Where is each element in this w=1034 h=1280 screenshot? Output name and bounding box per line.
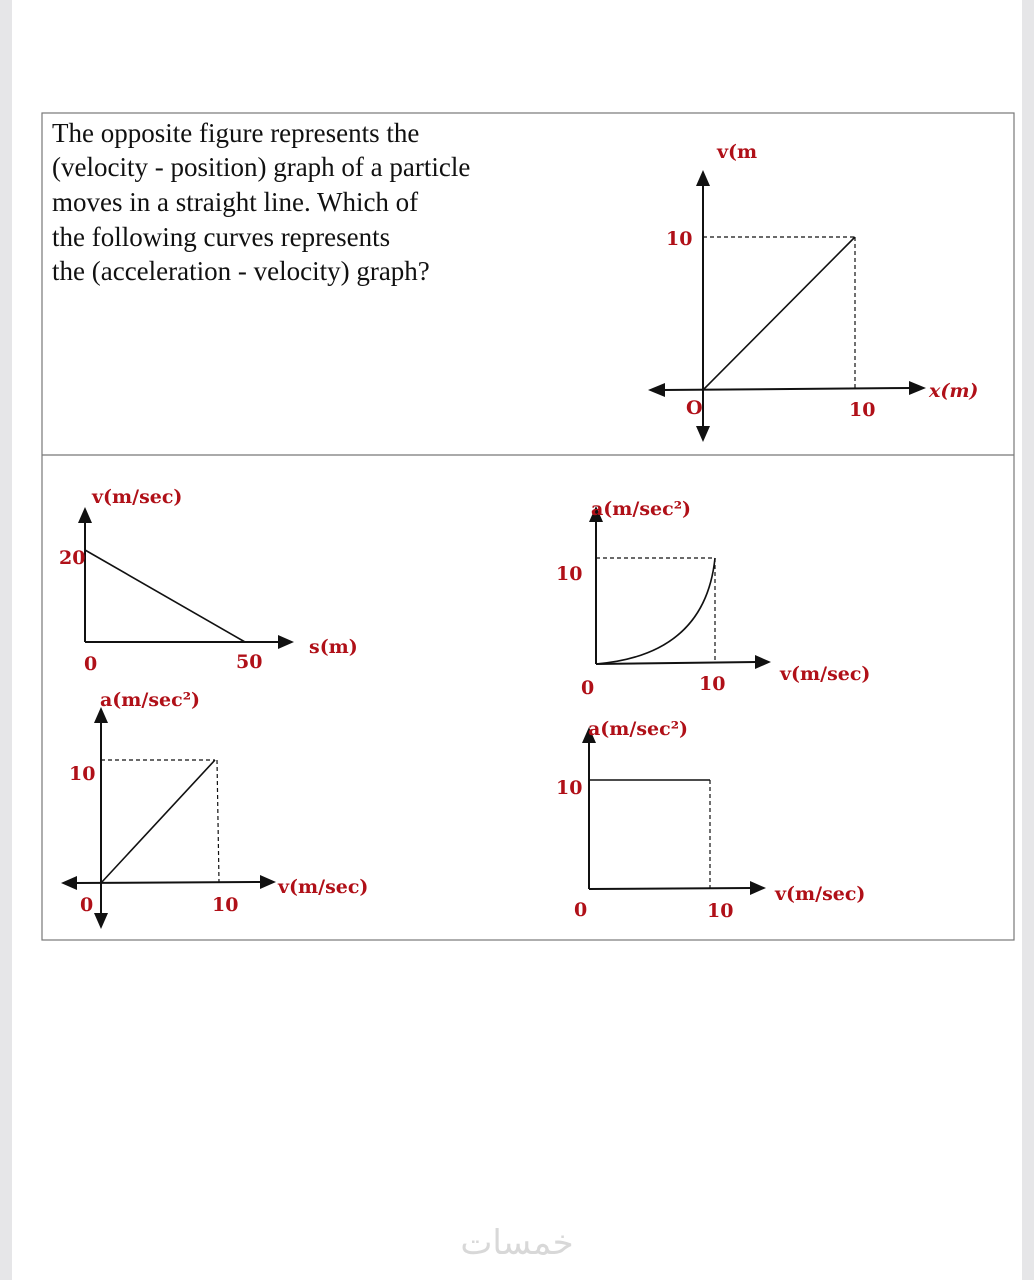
x-tick: 10: [849, 399, 876, 421]
option-a-graph: [59, 486, 358, 675]
x-axis-label: x(m): [929, 380, 979, 402]
x-axis-label: s(m): [309, 636, 358, 658]
y-axis-label: a(m/sec²): [588, 718, 689, 740]
velocity-position-graph: [648, 141, 978, 442]
arrow-up-icon: [78, 507, 92, 523]
arrow-right-icon: [755, 655, 771, 669]
question-line: the following curves represents: [52, 222, 391, 252]
origin-label: 0: [84, 653, 98, 675]
question-line: the (acceleration - velocity) graph?: [52, 256, 430, 286]
y-tick: 10: [69, 763, 96, 785]
question-line: (velocity - position) graph of a particle: [52, 152, 471, 182]
arrow-right-icon: [909, 381, 926, 395]
y-axis-label: v(m: [717, 141, 758, 163]
y-tick: 10: [556, 777, 583, 799]
x-tick: 10: [699, 673, 726, 695]
x-tick: 10: [212, 894, 239, 916]
arrow-right-icon: [260, 875, 276, 889]
origin-label: 0: [581, 677, 595, 699]
arrow-down-icon: [696, 426, 710, 442]
y-tick: 20: [59, 547, 86, 569]
graph-line: [101, 760, 215, 883]
y-tick: 10: [556, 563, 583, 585]
y-axis-label: a(m/sec²): [591, 498, 692, 520]
arrow-left-icon: [648, 383, 665, 397]
arrow-left-icon: [61, 876, 77, 890]
option-d-graph: [556, 718, 865, 922]
x-axis-label: v(m/sec): [278, 876, 369, 898]
x-tick: 10: [707, 900, 734, 922]
x-tick: 50: [236, 651, 263, 673]
graph-line: [85, 550, 245, 642]
graph-curve: [596, 558, 715, 664]
arrow-right-icon: [750, 881, 766, 895]
y-axis-label: v(m/sec): [92, 486, 183, 508]
x-axis-label: v(m/sec): [780, 663, 871, 685]
option-c-graph: [61, 689, 368, 929]
origin-label: O: [686, 397, 703, 419]
arrow-down-icon: [94, 913, 108, 929]
origin-label: 0: [80, 894, 94, 916]
watermark-logo: خمسات: [460, 1223, 574, 1263]
option-b-graph: [556, 498, 870, 699]
question-line: The opposite figure represents the: [52, 118, 420, 148]
question-text: [52, 118, 470, 286]
x-axis-label: v(m/sec): [775, 883, 866, 905]
arrow-up-icon: [696, 170, 710, 186]
question-line: moves in a straight line. Which of: [52, 187, 419, 217]
y-axis-label: a(m/sec²): [100, 689, 201, 711]
origin-label: 0: [574, 899, 588, 921]
arrow-right-icon: [278, 635, 294, 649]
graph-line: [703, 237, 855, 390]
y-tick: 10: [666, 228, 693, 250]
